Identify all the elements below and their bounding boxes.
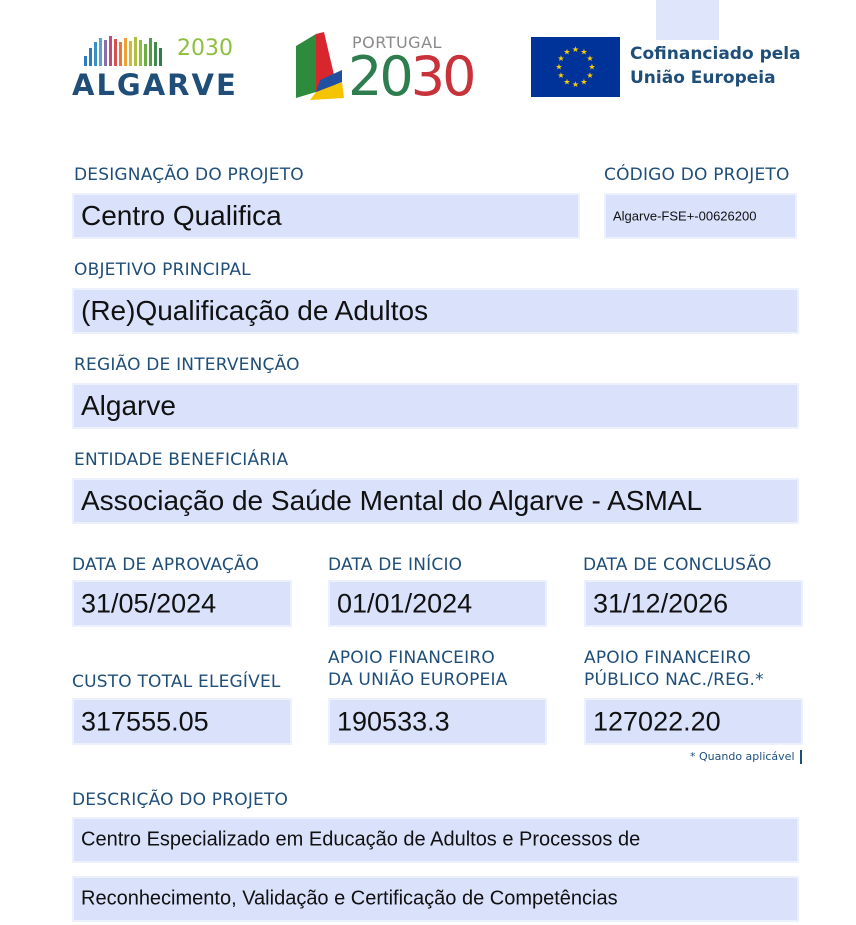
codigo-field: [604, 193, 797, 239]
descricao-line1: Centro Especializado em Educação de Adultos e Processos de: [81, 828, 641, 851]
codigo-label: CÓDIGO DO PROJETO: [604, 165, 790, 185]
objetivo-label: OBJETIVO PRINCIPAL: [74, 260, 251, 280]
svg-text:★: ★: [571, 80, 580, 89]
regiao-value: Algarve: [81, 390, 176, 421]
objetivo-value: (Re)Qualificação de Adultos: [81, 295, 429, 326]
portugal-year-part1: 20: [348, 45, 411, 108]
data-inicio-field: [328, 580, 547, 627]
designacao-value: Centro Qualifica: [81, 200, 282, 231]
custo-total-value: 317555.05: [81, 706, 209, 736]
apoio-nac-label-line1: APOIO FINANCEIRO: [584, 648, 751, 668]
designacao-label: DESIGNAÇÃO DO PROJETO: [74, 165, 304, 185]
apoio-ue-field: [328, 698, 547, 745]
algarve-bars-icon: [84, 36, 174, 68]
svg-text:★: ★: [563, 47, 571, 57]
data-inicio-label: DATA DE INÍCIO: [328, 555, 463, 575]
portugal-year: [348, 45, 474, 108]
algarve-name: ALGARVE: [72, 68, 238, 102]
apoio-nac-field: [584, 698, 803, 745]
descricao-field-line2: [72, 876, 799, 922]
svg-text:★: ★: [586, 71, 594, 80]
algarve-year: 2030: [177, 36, 233, 61]
data-aprovacao-label: DATA DE APROVAÇÃO: [72, 555, 260, 575]
apoio-nac-value: 127022.20: [593, 706, 721, 736]
entidade-field: [72, 478, 799, 524]
portugal-flag-icon: [290, 32, 346, 100]
apoio-ue-label-line1: APOIO FINANCEIRO: [328, 648, 495, 668]
entidade-value: Associação de Saúde Mental do Algarve - ASMAL: [81, 485, 703, 516]
portugal-word: PORTUGAL: [352, 33, 442, 52]
data-aprovacao-value: 31/05/2024: [81, 588, 217, 618]
custo-total-field: [72, 698, 292, 745]
data-conclusao-value: 31/12/2026: [593, 588, 729, 618]
note-marker: [800, 750, 802, 764]
apoio-ue-label-line2: DA UNIÃO EUROPEIA: [328, 670, 508, 690]
svg-text:★: ★: [580, 77, 588, 87]
eu-flag-icon: [531, 37, 620, 97]
svg-text:★: ★: [588, 62, 596, 72]
objetivo-field: [72, 288, 799, 334]
descricao-label: DESCRIÇÃO DO PROJETO: [72, 790, 289, 810]
svg-text:★: ★: [563, 77, 571, 87]
descricao-field-line1: [72, 817, 799, 863]
apoio-nac-label-line2: PÚBLICO NAC./REG.*: [584, 670, 764, 690]
quando-aplicavel-note: * Quando aplicável: [690, 750, 795, 763]
data-inicio-value: 01/01/2024: [337, 588, 473, 618]
data-conclusao-label: DATA DE CONCLUSÃO: [583, 555, 772, 575]
entidade-label: ENTIDADE BENEFICIÁRIA: [74, 450, 289, 470]
custo-total-label: CUSTO TOTAL ELEGÍVEL: [72, 672, 281, 692]
regiao-field: [72, 383, 799, 429]
decorative-block: [656, 0, 719, 40]
eu-text-line1: Cofinanciado pela: [630, 44, 801, 64]
svg-text:★: ★: [580, 47, 588, 57]
apoio-ue-value: 190533.3: [337, 706, 450, 736]
designacao-field: [72, 193, 580, 239]
data-aprovacao-field: [72, 580, 292, 627]
svg-text:★: ★: [571, 45, 580, 54]
eu-text-line2: União Europeia: [630, 68, 776, 88]
codigo-value: Algarve-FSE+-00626200: [613, 208, 757, 224]
data-conclusao-field: [584, 580, 803, 627]
svg-text:★: ★: [557, 71, 565, 80]
svg-text:★: ★: [555, 62, 563, 72]
svg-text:★: ★: [586, 54, 594, 63]
regiao-label: REGIÃO DE INTERVENÇÃO: [74, 355, 300, 375]
descricao-line2: Reconhecimento, Validação e Certificação de Competências: [81, 887, 618, 910]
portugal-year-part2: 30: [410, 45, 474, 108]
svg-text:★: ★: [557, 54, 565, 63]
